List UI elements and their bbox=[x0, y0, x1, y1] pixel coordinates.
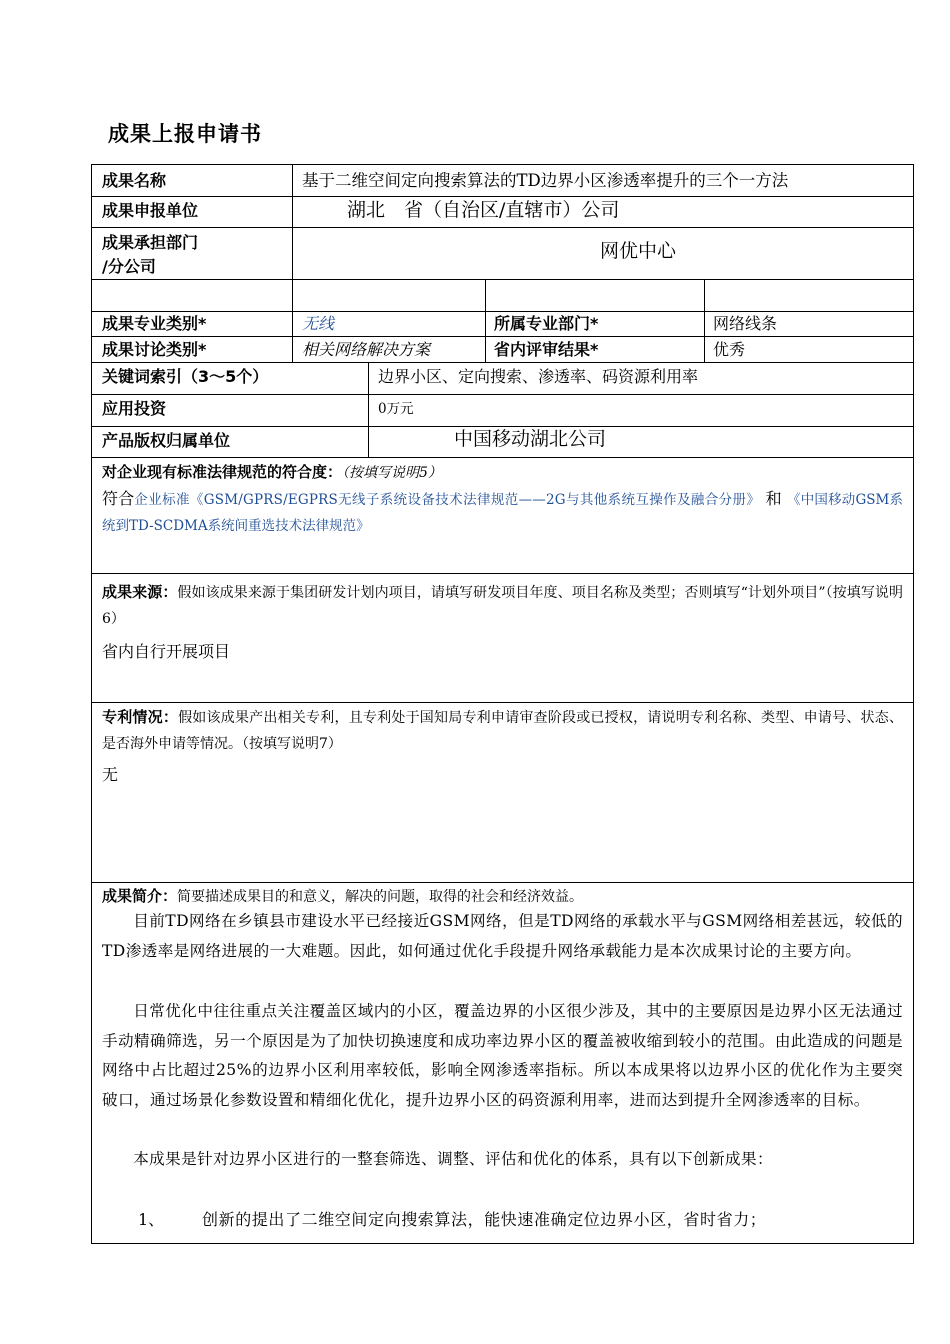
row-divider bbox=[92, 457, 913, 458]
compliance-hint: （按填写说明5） bbox=[342, 465, 442, 481]
review-result-label: 省内评审结果* bbox=[494, 340, 599, 359]
source-label: 成果来源： bbox=[102, 583, 178, 601]
summary-list-number: 1、 bbox=[138, 1210, 165, 1229]
column-divider bbox=[704, 279, 705, 362]
row-divider bbox=[92, 196, 913, 197]
professional-dept-value: 网络线条 bbox=[713, 314, 778, 333]
keywords-label: 关键词索引（3～5个） bbox=[102, 367, 269, 386]
declaring-unit-label: 成果申报单位 bbox=[102, 201, 199, 220]
row-divider bbox=[92, 362, 913, 363]
row-divider bbox=[92, 336, 913, 337]
compliance-section bbox=[102, 459, 903, 539]
row-divider bbox=[92, 279, 913, 280]
column-divider bbox=[292, 165, 293, 311]
row-divider bbox=[92, 702, 913, 703]
row-divider bbox=[92, 573, 913, 574]
summary-label: 成果简介： bbox=[102, 887, 178, 905]
investment-label: 应用投资 bbox=[102, 399, 167, 418]
summary-paragraph-3: 本成果是针对边界小区进行的一整套筛选、调整、评估和优化的体系，具有以下创新成果： bbox=[133, 1150, 773, 1168]
department-label-line2: /分公司 bbox=[102, 257, 156, 276]
row-divider bbox=[92, 227, 913, 228]
summary-paragraph-2: 日常优化中往往重点关注覆盖区域内的小区，覆盖边界的小区很少涉及，其中的主要原因是边界小区无法通过手动精确筛选，另一个原因是为了加快切换速度和成功率边界小区的覆盖被收缩到较小的范围。由此造成的问题是网络中占比超过25%的边界小区利用率较低，影响全网渗透率指标。所以本成果将以边界小区的优化作为主要突破口，通过场景化参数设置和精细化优化，提升边界小区的码资源利用率，进而达到提升全网渗透率的目标。 bbox=[102, 1002, 903, 1109]
source-value: 省内自行开展项目 bbox=[102, 642, 231, 661]
row-divider bbox=[92, 311, 913, 312]
patent-label: 专利情况： bbox=[102, 708, 179, 726]
source-section bbox=[102, 579, 903, 632]
source-hint: 假如该成果来源于集团研发计划内项目，请填写研发项目年度、项目名称及类型；否则填写“计划外项目”（按填写说明6） bbox=[102, 585, 903, 627]
column-divider bbox=[368, 362, 369, 457]
enterprise-standard-a: 企业标准《GSM/GPRS/EGPRS无线子系统设备技术法律规范——2G与其他系统互操作及融合分册》 bbox=[134, 492, 761, 508]
page-title: 成果上报申请书 bbox=[108, 122, 262, 146]
compliance-prefix: 符合 bbox=[102, 489, 135, 508]
summary-header bbox=[102, 883, 903, 910]
row-divider bbox=[92, 426, 913, 427]
achievement-name-label: 成果名称 bbox=[102, 171, 167, 190]
keywords-value: 边界小区、定向搜索、渗透率、码资源利用率 bbox=[378, 367, 699, 386]
column-divider bbox=[485, 279, 486, 362]
summary-list-text: 创新的提出了二维空间定向搜索算法，能快速准确定位边界小区，省时省力； bbox=[202, 1210, 767, 1229]
patent-value: 无 bbox=[102, 765, 119, 784]
review-result-value: 优秀 bbox=[713, 340, 746, 359]
investment-value: 0万元 bbox=[378, 401, 414, 417]
professional-dept-label: 所属专业部门* bbox=[494, 314, 599, 333]
compliance-label: 对企业现有标准法律规范的符合度： bbox=[102, 463, 343, 481]
patent-hint: 假如该成果产出相关专利，且专利处于国知局专利申请审查阶段或已授权，请说明专利名称、类型、申请号、状态、是否海外申请等情况。（按填写说明7） bbox=[102, 710, 903, 752]
achievement-name-value: 基于二维空间定向搜索算法的TD边界小区渗透率提升的三个一方法 bbox=[302, 171, 789, 190]
row-divider bbox=[92, 394, 913, 395]
discussion-category-value: 相关网络解决方案 bbox=[302, 340, 431, 359]
major-category-label: 成果专业类别* bbox=[102, 314, 207, 333]
declaring-unit-value: 湖北 省（自治区/直辖市）公司 bbox=[347, 199, 620, 221]
copyright-owner-value: 中国移动湖北公司 bbox=[454, 428, 607, 450]
enterprise-standard-b: 《中国移动GSM系统到TD-SCDMA系统间重选技术法律规范》 bbox=[102, 492, 903, 534]
major-category-value: 无线 bbox=[302, 314, 335, 333]
compliance-and: 和 bbox=[765, 489, 782, 508]
application-form bbox=[91, 164, 914, 1244]
copyright-owner-label: 产品版权归属单位 bbox=[102, 431, 231, 450]
discussion-category-label: 成果讨论类别* bbox=[102, 340, 207, 359]
department-value: 网优中心 bbox=[600, 240, 677, 262]
column-divider bbox=[292, 311, 293, 362]
summary-paragraph-1: 目前TD网络在乡镇县市建设水平已经接近GSM网络，但是TD网络的承载水平与GSM网络相差甚远，较低的TD渗透率是网络进展的一大难题。因此，如何通过优化手段提升网络承载能力是本次成果讨论的主要方向。 bbox=[102, 912, 903, 960]
summary-hint: 简要描述成果目的和意义，解决的问题，取得的社会和经济效益。 bbox=[177, 889, 584, 905]
patent-section bbox=[102, 704, 903, 757]
department-label-line1: 成果承担部门 bbox=[102, 233, 199, 252]
